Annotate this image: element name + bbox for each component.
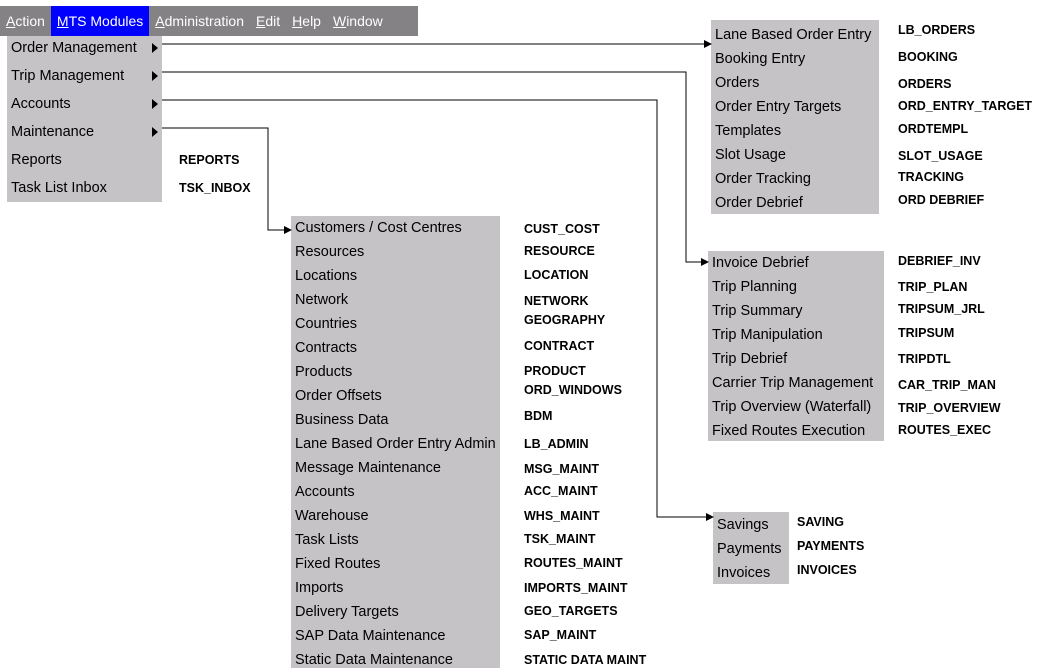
menu-item-label: Order Debrief (715, 195, 803, 211)
menu-item-label: Task List Inbox (11, 180, 107, 196)
menu-item-label: Imports (295, 580, 344, 596)
menu-item-label: Order Entry Targets (715, 99, 842, 115)
module-code: TRIPSUM_JRL (898, 302, 985, 316)
module-code: TSK_INBOX (179, 181, 251, 195)
menu-item-label: Templates (715, 123, 782, 139)
menu-item-label: Maintenance (11, 124, 95, 140)
menu-item-label: Lane Based Order Entry Admin (295, 436, 496, 452)
menu-item-label: Carrier Trip Management (712, 375, 874, 391)
menu-item-label: Savings (717, 517, 769, 533)
connector-maintenance (162, 128, 291, 230)
menu-item-label: Accounts (295, 484, 355, 500)
menu-item-label: Trip Debrief (712, 351, 788, 367)
menubar-item-mts-modules[interactable]: MTS Modules (51, 6, 149, 36)
module-code: BDM (524, 409, 553, 423)
menu-item-label: Fixed Routes Execution (712, 423, 866, 439)
module-code: TRACKING (898, 170, 964, 184)
menu-item-label: Contracts (295, 340, 358, 356)
menu-item-label: Network (295, 292, 349, 308)
menu-item-label: Task Lists (295, 532, 359, 548)
module-code: ORD_WINDOWS (524, 383, 622, 397)
module-code: PRODUCT (524, 364, 586, 378)
menu-item-label: Trip Manipulation (712, 327, 823, 343)
menu-item-label: Message Maintenance (295, 460, 441, 476)
menu-item-label: Trip Overview (Waterfall) (712, 399, 872, 415)
menu-item-label: Slot Usage (715, 147, 786, 163)
menu-item-label: Fixed Routes (295, 556, 381, 572)
module-code: ORDERS (898, 77, 952, 91)
module-code: LB_ADMIN (524, 437, 589, 451)
menu-item-label: Trip Planning (712, 279, 797, 295)
module-code: ORD DEBRIEF (898, 193, 985, 207)
module-code: LOCATION (524, 268, 589, 282)
menu-item-label: Payments (717, 541, 782, 557)
menu-item-label: Lane Based Order Entry (715, 27, 872, 43)
module-code: GEO_TARGETS (524, 604, 618, 618)
module-code: TRIPSUM (898, 326, 955, 340)
menubar-item-action[interactable]: Action (6, 13, 45, 29)
module-code: INVOICES (797, 563, 857, 577)
module-code: SLOT_USAGE (898, 149, 983, 163)
menu-item-label: Trip Management (11, 68, 125, 84)
menu-item-label: Static Data Maintenance (295, 652, 453, 668)
module-code: REPORTS (179, 153, 240, 167)
module-code: PAYMENTS (797, 539, 865, 553)
menu-item-label: Delivery Targets (295, 604, 399, 620)
module-code: TRIP_PLAN (898, 280, 968, 294)
module-code: CUST_COST (524, 222, 600, 236)
module-code: TRIPDTL (898, 352, 951, 366)
menu-item-label: Resources (295, 244, 365, 260)
menu-item-label: Orders (715, 75, 760, 91)
connector-accounts (162, 100, 713, 517)
menu-item-label: Booking Entry (715, 51, 806, 67)
module-code: WHS_MAINT (524, 509, 600, 523)
module-code: NETWORK (524, 294, 589, 308)
menu-item-label: Invoices (717, 565, 771, 581)
module-code: ROUTES_MAINT (524, 556, 623, 570)
menu-item-label: Order Offsets (295, 388, 382, 404)
module-code: ACC_MAINT (524, 484, 598, 498)
module-code: ORDTEMPL (898, 122, 969, 136)
menubar-item-help[interactable]: Help (292, 13, 321, 29)
module-code: CAR_TRIP_MAN (898, 378, 996, 392)
menu-item-label: Order Management (11, 40, 137, 56)
module-code: TSK_MAINT (524, 532, 596, 546)
menubar-item-window[interactable]: Window (332, 13, 383, 29)
module-code: ORD_ENTRY_TARGET (898, 99, 1033, 113)
menu-item-label: Reports (11, 152, 62, 168)
menubar-item-administration[interactable]: Administration (155, 13, 245, 29)
module-code: SAP_MAINT (524, 628, 597, 642)
menu-item-label: Invoice Debrief (712, 255, 809, 271)
menu-item-label: Countries (295, 316, 358, 332)
module-code: SAVING (797, 515, 844, 529)
module-code: ROUTES_EXEC (898, 423, 992, 437)
module-code: TRIP_OVERVIEW (898, 401, 1001, 415)
module-code: STATIC DATA MAINT (524, 653, 647, 667)
module-code: LB_ORDERS (898, 23, 976, 37)
module-code: GEOGRAPHY (524, 313, 606, 327)
menu-item-label: SAP Data Maintenance (295, 628, 446, 644)
menu-item-label: Locations (295, 268, 358, 284)
menu-item-label: Trip Summary (712, 303, 803, 319)
menu-item-label: Order Tracking (715, 171, 811, 187)
module-code: MSG_MAINT (524, 462, 599, 476)
module-code: CONTRACT (524, 339, 595, 353)
menu-item-label: Accounts (11, 96, 71, 112)
module-code: BOOKING (898, 50, 958, 64)
menu-item-label: Business Data (295, 412, 389, 428)
menu-item-label: Products (295, 364, 353, 380)
module-code: DEBRIEF_INV (898, 254, 981, 268)
menu-item-label: Customers / Cost Centres (295, 220, 462, 236)
module-code: RESOURCE (524, 244, 595, 258)
module-code: IMPORTS_MAINT (524, 581, 628, 595)
menubar-item-edit[interactable]: Edit (256, 13, 281, 29)
menu-item-label: Warehouse (295, 508, 369, 524)
